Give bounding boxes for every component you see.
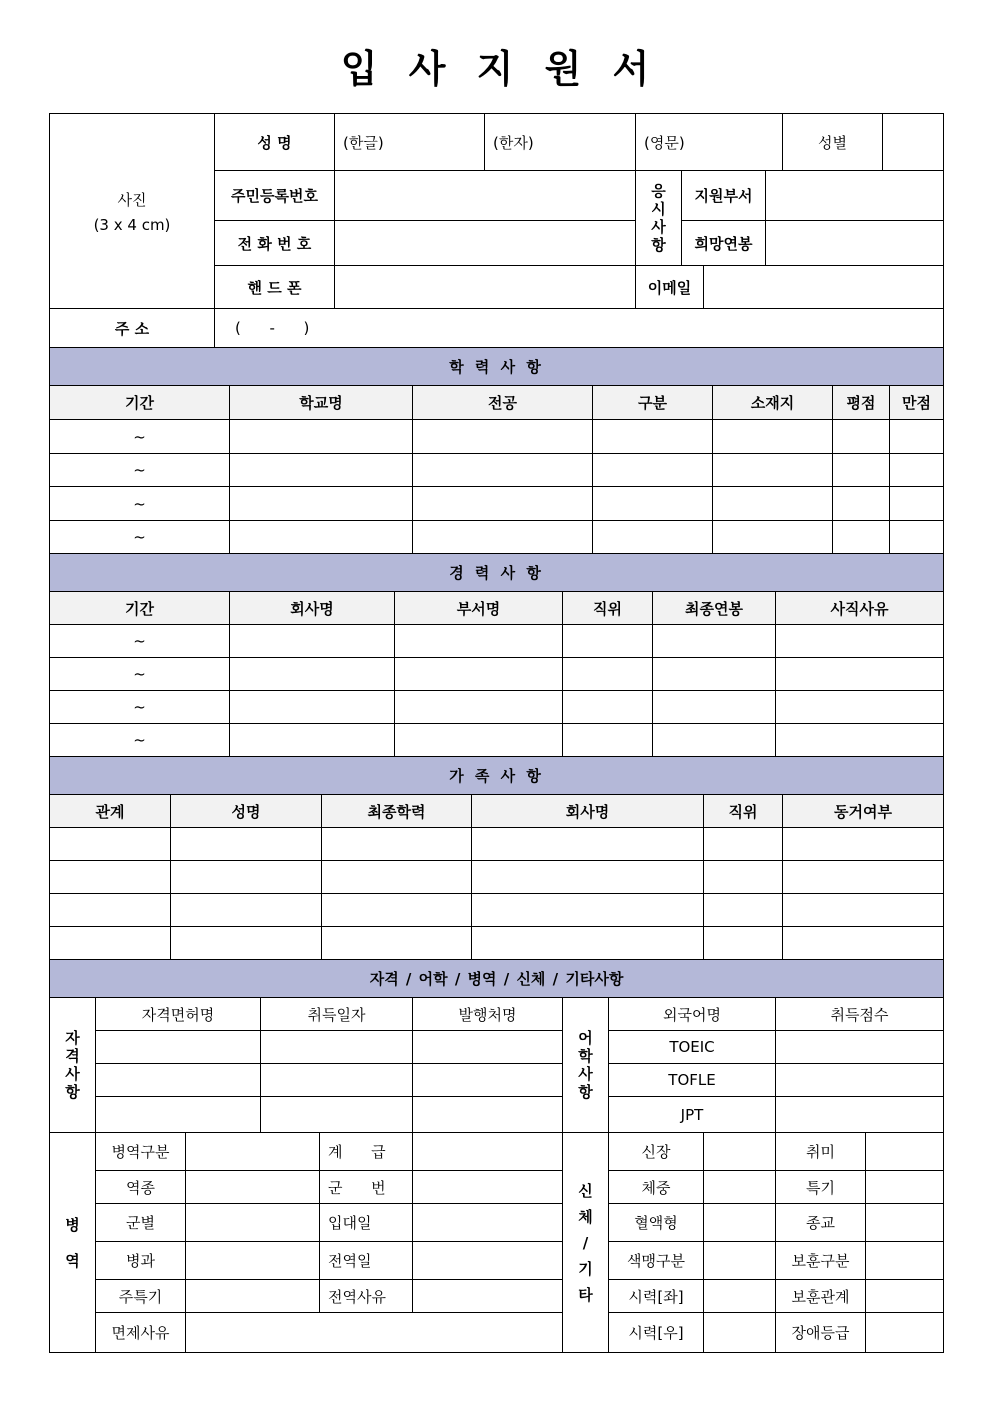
career-header: 기간	[50, 592, 230, 625]
photo-label: 사진	[117, 190, 147, 209]
career-cell[interactable]	[653, 625, 776, 658]
license-header: 취득일자	[261, 998, 413, 1031]
military-field-label: 전역일	[320, 1242, 413, 1280]
career-period[interactable]: ~	[50, 625, 230, 658]
language-test: TOEIC	[609, 1031, 776, 1064]
department-field[interactable]	[766, 171, 944, 221]
body-field-label: 특기	[776, 1171, 866, 1204]
education-cell[interactable]	[230, 487, 413, 521]
family-cell[interactable]	[171, 894, 322, 927]
language-header: 취득점수	[776, 998, 944, 1031]
family-cell[interactable]	[783, 927, 944, 960]
family-cell[interactable]	[322, 861, 472, 894]
career-cell[interactable]	[230, 625, 395, 658]
career-row	[50, 724, 944, 757]
education-header: 구분	[593, 386, 713, 420]
education-cell[interactable]	[413, 487, 593, 521]
military-field-label: 입대일	[320, 1204, 413, 1242]
body-field[interactable]	[704, 1242, 776, 1280]
career-header: 최종연봉	[653, 592, 776, 625]
education-period[interactable]: ~	[50, 521, 230, 554]
education-cell[interactable]	[413, 454, 593, 487]
email-field[interactable]	[704, 266, 944, 309]
education-cell[interactable]	[230, 521, 413, 554]
family-cell[interactable]	[322, 927, 472, 960]
body-field[interactable]	[866, 1204, 944, 1242]
resident-number-label: 주민등록번호	[215, 171, 335, 221]
family-row	[50, 927, 944, 960]
career-cell[interactable]	[776, 625, 944, 658]
body-field[interactable]	[704, 1313, 776, 1353]
language-score-field[interactable]	[776, 1031, 944, 1064]
phone-label: 전 화 번 호	[215, 221, 335, 266]
body-field[interactable]	[866, 1242, 944, 1280]
career-cell[interactable]	[395, 691, 563, 724]
career-period[interactable]: ~	[50, 724, 230, 757]
address-field[interactable]: ( - )	[215, 309, 944, 348]
language-score-field[interactable]	[776, 1064, 944, 1097]
body-field-label: 시력[좌]	[609, 1280, 704, 1313]
body-field-label: 시력[우]	[609, 1313, 704, 1353]
career-cell[interactable]	[230, 658, 395, 691]
family-cell[interactable]	[704, 828, 783, 861]
military-field[interactable]	[413, 1133, 563, 1171]
education-cell[interactable]	[230, 420, 413, 454]
family-row	[50, 894, 944, 927]
body-field[interactable]	[866, 1280, 944, 1313]
page-title: 입 사 지 원 서	[340, 47, 652, 91]
education-cell[interactable]	[890, 454, 944, 487]
education-period[interactable]: ~	[50, 454, 230, 487]
career-cell[interactable]	[653, 658, 776, 691]
career-cell[interactable]	[395, 625, 563, 658]
body-field[interactable]	[866, 1133, 944, 1171]
military-field-label: 군별	[96, 1204, 186, 1242]
body-label: 신 체 / 기 타	[563, 1133, 609, 1353]
education-cell[interactable]	[593, 521, 713, 554]
desired-salary-label: 희망연봉	[682, 221, 766, 266]
name-label: 성 명	[215, 114, 335, 171]
photo-box[interactable]	[50, 114, 215, 309]
family-cell[interactable]	[50, 861, 171, 894]
exemption-reason-field[interactable]	[186, 1313, 563, 1353]
family-cell[interactable]	[783, 861, 944, 894]
body-field-label: 종교	[776, 1204, 866, 1242]
education-cell[interactable]	[890, 420, 944, 454]
education-period[interactable]: ~	[50, 420, 230, 454]
military-field[interactable]	[413, 1242, 563, 1280]
photo-size: (3 x 4 cm)	[93, 215, 171, 234]
family-header: 성명	[171, 795, 322, 828]
license-cell[interactable]	[96, 1064, 261, 1097]
personal-info-table	[49, 113, 944, 348]
education-cell[interactable]	[833, 454, 890, 487]
family-header: 직위	[704, 795, 783, 828]
family-header: 관계	[50, 795, 171, 828]
education-table	[49, 347, 944, 554]
military-field-label: 병역구분	[96, 1133, 186, 1171]
education-cell[interactable]	[713, 521, 833, 554]
language-score-field[interactable]	[776, 1097, 944, 1133]
body-field-label: 혈액형	[609, 1204, 704, 1242]
career-header: 직위	[563, 592, 653, 625]
military-body-table	[49, 1132, 944, 1353]
family-table	[49, 756, 944, 960]
body-field[interactable]	[704, 1133, 776, 1171]
military-field[interactable]	[186, 1171, 320, 1204]
license-cell[interactable]	[413, 1064, 563, 1097]
career-cell[interactable]	[776, 724, 944, 757]
military-field[interactable]	[413, 1171, 563, 1204]
desired-salary-field[interactable]	[766, 221, 944, 266]
career-section-title: 경 력 사 항	[50, 554, 944, 592]
body-field-label: 신장	[609, 1133, 704, 1171]
license-cell[interactable]	[413, 1097, 563, 1133]
family-cell[interactable]	[704, 894, 783, 927]
education-header: 기간	[50, 386, 230, 420]
military-field[interactable]	[186, 1280, 320, 1313]
email-label: 이메일	[636, 266, 704, 309]
address-label: 주 소	[50, 309, 215, 348]
military-field[interactable]	[186, 1204, 320, 1242]
education-cell[interactable]	[713, 454, 833, 487]
family-cell[interactable]	[472, 828, 704, 861]
other-section-title: 자격 / 어학 / 병역 / 신체 / 기타사항	[50, 960, 944, 998]
career-cell[interactable]	[563, 724, 653, 757]
career-cell[interactable]	[395, 658, 563, 691]
career-cell[interactable]	[563, 625, 653, 658]
career-header: 회사명	[230, 592, 395, 625]
body-field-label: 색맹구분	[609, 1242, 704, 1280]
education-cell[interactable]	[890, 521, 944, 554]
license-header: 발행처명	[413, 998, 563, 1031]
education-cell[interactable]	[833, 420, 890, 454]
education-header: 소재지	[713, 386, 833, 420]
family-cell[interactable]	[171, 861, 322, 894]
career-cell[interactable]	[776, 691, 944, 724]
phone-field[interactable]	[335, 221, 636, 266]
career-cell[interactable]	[563, 658, 653, 691]
language-header: 외국어명	[609, 998, 776, 1031]
career-cell[interactable]	[653, 691, 776, 724]
family-section-title: 가 족 사 항	[50, 757, 944, 795]
family-cell[interactable]	[783, 894, 944, 927]
career-cell[interactable]	[776, 658, 944, 691]
military-field-label: 계 급	[320, 1133, 413, 1171]
body-field-label: 보훈관계	[776, 1280, 866, 1313]
license-cell[interactable]	[261, 1064, 413, 1097]
license-language-table	[49, 959, 944, 1133]
education-row	[50, 521, 944, 554]
education-header: 전공	[413, 386, 593, 420]
education-cell[interactable]	[593, 420, 713, 454]
military-label: 병 역	[50, 1133, 96, 1353]
department-label: 지원부서	[682, 171, 766, 221]
career-header: 부서명	[395, 592, 563, 625]
family-cell[interactable]	[50, 828, 171, 861]
education-cell[interactable]	[413, 521, 593, 554]
name-korean-field[interactable]: (한글)	[335, 114, 485, 171]
family-cell[interactable]	[704, 927, 783, 960]
education-row	[50, 420, 944, 454]
mobile-field[interactable]	[335, 266, 636, 309]
education-row	[50, 454, 944, 487]
license-cell[interactable]	[96, 1031, 261, 1064]
military-field[interactable]	[186, 1242, 320, 1280]
military-field[interactable]	[413, 1204, 563, 1242]
body-field[interactable]	[704, 1280, 776, 1313]
license-cell[interactable]	[261, 1097, 413, 1133]
education-cell[interactable]	[833, 487, 890, 521]
language-test: JPT	[609, 1097, 776, 1133]
military-field-label: 군 번	[320, 1171, 413, 1204]
career-row	[50, 658, 944, 691]
education-cell[interactable]	[413, 420, 593, 454]
gender-field[interactable]	[883, 114, 944, 171]
name-hanja-field[interactable]: (한자)	[485, 114, 636, 171]
career-period[interactable]: ~	[50, 658, 230, 691]
military-field[interactable]	[413, 1280, 563, 1313]
education-period[interactable]: ~	[50, 487, 230, 521]
family-header: 동거여부	[783, 795, 944, 828]
family-cell[interactable]	[322, 894, 472, 927]
career-cell[interactable]	[653, 724, 776, 757]
family-cell[interactable]	[783, 828, 944, 861]
family-header: 회사명	[472, 795, 704, 828]
career-header: 사직사유	[776, 592, 944, 625]
family-header: 최종학력	[322, 795, 472, 828]
military-field-label: 면제사유	[96, 1313, 186, 1353]
military-field-label: 역종	[96, 1171, 186, 1204]
education-header: 평점	[833, 386, 890, 420]
family-cell[interactable]	[50, 927, 171, 960]
body-field-label: 장애등급	[776, 1313, 866, 1353]
gender-label: 성별	[783, 114, 883, 171]
career-cell[interactable]	[230, 724, 395, 757]
family-row	[50, 861, 944, 894]
career-row	[50, 625, 944, 658]
family-cell[interactable]	[472, 861, 704, 894]
family-cell[interactable]	[472, 927, 704, 960]
education-cell[interactable]	[230, 454, 413, 487]
family-cell[interactable]	[171, 828, 322, 861]
career-period[interactable]: ~	[50, 691, 230, 724]
military-field-label: 병과	[96, 1242, 186, 1280]
family-cell[interactable]	[704, 861, 783, 894]
body-field[interactable]	[704, 1171, 776, 1204]
education-cell[interactable]	[890, 487, 944, 521]
application-label: 응 시 사 항	[636, 171, 682, 266]
career-table	[49, 553, 944, 757]
license-label: 자 격 사 항	[50, 998, 96, 1133]
license-cell[interactable]	[413, 1031, 563, 1064]
name-english-field[interactable]: (영문)	[636, 114, 783, 171]
body-field[interactable]	[704, 1204, 776, 1242]
resident-number-field[interactable]	[335, 171, 636, 221]
body-field[interactable]	[866, 1313, 944, 1353]
family-cell[interactable]	[171, 927, 322, 960]
family-row	[50, 828, 944, 861]
family-cell[interactable]	[472, 894, 704, 927]
family-cell[interactable]	[322, 828, 472, 861]
career-cell[interactable]	[395, 724, 563, 757]
body-field[interactable]	[866, 1171, 944, 1204]
education-cell[interactable]	[833, 521, 890, 554]
education-row	[50, 487, 944, 521]
mobile-label: 핸 드 폰	[215, 266, 335, 309]
body-field-label: 취미	[776, 1133, 866, 1171]
license-header: 자격면허명	[96, 998, 261, 1031]
education-cell[interactable]	[593, 487, 713, 521]
career-cell[interactable]	[563, 691, 653, 724]
body-field-label: 보훈구분	[776, 1242, 866, 1280]
language-test: TOFLE	[609, 1064, 776, 1097]
education-cell[interactable]	[713, 420, 833, 454]
military-field[interactable]	[186, 1133, 320, 1171]
education-section-title: 학 력 사 항	[50, 348, 944, 386]
career-row	[50, 691, 944, 724]
career-cell[interactable]	[230, 691, 395, 724]
education-cell[interactable]	[593, 454, 713, 487]
family-cell[interactable]	[50, 894, 171, 927]
body-field-label: 체중	[609, 1171, 704, 1204]
education-header: 만점	[890, 386, 944, 420]
education-cell[interactable]	[713, 487, 833, 521]
license-cell[interactable]	[261, 1031, 413, 1064]
language-label: 어 학 사 항	[563, 998, 609, 1133]
education-header: 학교명	[230, 386, 413, 420]
license-cell[interactable]	[96, 1097, 261, 1133]
military-field-label: 전역사유	[320, 1280, 413, 1313]
military-field-label: 주특기	[96, 1280, 186, 1313]
